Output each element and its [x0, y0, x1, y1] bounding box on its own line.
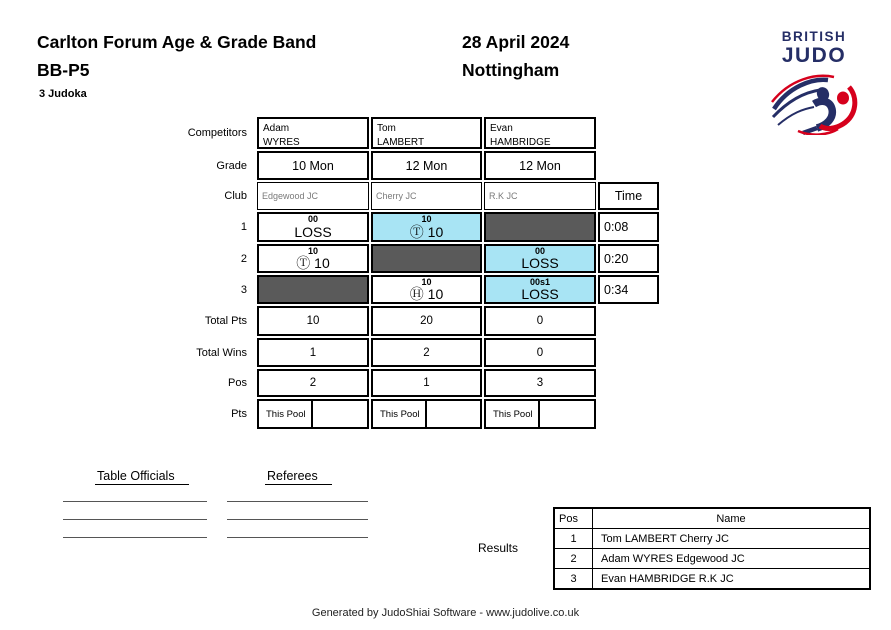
score-code: 00 — [534, 246, 545, 256]
match-3-blocked-cell — [257, 275, 369, 304]
signature-line — [227, 501, 368, 502]
competitor-last-name: HAMBRIDGE — [490, 136, 551, 148]
results-col-pos: Pos — [554, 508, 593, 529]
event-location: Nottingham — [462, 60, 560, 80]
score-result: LOSS — [521, 255, 559, 271]
pos-2: 1 — [371, 369, 482, 397]
score-code: 00s1 — [529, 277, 551, 287]
spacer — [598, 117, 659, 149]
competitor-last-name: WYRES — [263, 136, 300, 148]
generator-credit: Generated by JudoShiai Software - www.judolive.co.uk — [311, 607, 580, 619]
match-number-2: 2 — [240, 252, 247, 265]
match-number-3: 3 — [240, 283, 247, 296]
grade-value-2: 12 Mon — [371, 151, 482, 180]
row-label-grade: Grade — [216, 159, 247, 172]
page-title: Carlton Forum Age & Grade Band — [37, 32, 317, 52]
referees-heading: Referees — [265, 469, 332, 485]
row-label-total-pts: Total Pts — [204, 315, 247, 327]
pts-box-3 — [484, 399, 596, 429]
row-label-total-wins: Total Wins — [196, 346, 247, 359]
results-col-name: Name — [593, 508, 871, 529]
result-name: Tom LAMBERT Cherry JC — [593, 529, 871, 549]
score-result: Ⓣ 10 — [296, 255, 330, 271]
pos-3: 3 — [484, 369, 596, 397]
score-result: LOSS — [521, 286, 559, 302]
this-pool-label: This Pool — [259, 401, 313, 427]
british-judo-logo — [768, 30, 860, 140]
competitor-name-2 — [371, 117, 482, 149]
signature-line — [63, 519, 207, 520]
total-pts-2: 20 — [371, 306, 482, 336]
row-label-pts: Pts — [231, 408, 247, 420]
score-result: LOSS — [294, 224, 332, 240]
grade-value-3: 12 Mon — [484, 151, 596, 180]
spacer — [598, 399, 659, 429]
match-3-score-evan — [484, 275, 596, 304]
results-row — [554, 569, 870, 590]
results-table — [553, 507, 871, 590]
total-wins-2: 2 — [371, 338, 482, 367]
signature-line — [227, 537, 368, 538]
pts-empty-box — [427, 401, 481, 427]
signature-line — [227, 519, 368, 520]
this-pool-label: This Pool — [486, 401, 540, 427]
score-result: Ⓗ 10 — [409, 286, 444, 302]
row-label-competitors: Competitors — [187, 127, 247, 139]
pts-empty-box — [540, 401, 594, 427]
signature-line — [63, 537, 207, 538]
spacer — [598, 306, 659, 336]
signature-line — [63, 501, 207, 502]
pool-table — [187, 117, 659, 429]
pts-box-1 — [257, 399, 369, 429]
score-code: 00 — [307, 214, 318, 224]
competitor-first-name: Adam — [263, 123, 290, 134]
total-wins-3: 0 — [484, 338, 596, 367]
score-result: Ⓣ 10 — [409, 224, 444, 240]
score-code: 10 — [421, 277, 432, 287]
spacer — [598, 151, 659, 180]
match-2-score-adam — [257, 244, 369, 273]
score-code: 10 — [421, 214, 432, 224]
total-pts-1: 10 — [257, 306, 369, 336]
competitor-name-3 — [484, 117, 596, 149]
match-1-score-tom-winner — [371, 212, 482, 242]
result-name: Evan HAMBRIDGE R.K JC — [593, 569, 871, 590]
match-1-score-adam — [257, 212, 369, 242]
match-3-time: 0:34 — [598, 275, 659, 304]
match-2-blocked-cell — [371, 244, 482, 273]
pts-box-2 — [371, 399, 482, 429]
category-code: BB-P5 — [37, 60, 90, 80]
total-wins-1: 1 — [257, 338, 369, 367]
competitor-first-name: Tom — [377, 123, 396, 134]
table-officials-heading: Table Officials — [95, 469, 189, 485]
spacer — [598, 338, 659, 367]
match-2-score-evan — [484, 244, 596, 273]
club-value-1: Edgewood JC — [257, 182, 369, 210]
row-label-club: Club — [224, 190, 247, 202]
time-column-header: Time — [598, 182, 659, 210]
match-1-blocked-cell — [484, 212, 596, 242]
judoka-count: 3 Judoka — [39, 88, 87, 100]
spacer — [598, 369, 659, 397]
logo-text-british: BRITISH — [781, 29, 847, 44]
result-pos: 1 — [554, 529, 593, 549]
match-2-time: 0:20 — [598, 244, 659, 273]
results-row — [554, 549, 870, 569]
this-pool-label: This Pool — [373, 401, 427, 427]
results-row — [554, 529, 870, 549]
match-number-1: 1 — [240, 221, 247, 233]
competitor-last-name: LAMBERT — [377, 136, 425, 148]
competitor-first-name: Evan — [490, 123, 513, 134]
event-date: 28 April 2024 — [462, 32, 570, 52]
result-name: Adam WYRES Edgewood JC — [593, 549, 871, 569]
pts-empty-box — [313, 401, 367, 427]
judo-figure-icon — [770, 71, 858, 135]
club-value-2: Cherry JC — [371, 182, 482, 210]
grade-value-1: 10 Mon — [257, 151, 369, 180]
row-label-pos: Pos — [228, 377, 247, 389]
club-value-3: R.K JC — [484, 182, 596, 210]
result-pos: 2 — [554, 549, 593, 569]
results-header-row — [554, 508, 870, 529]
pos-1: 2 — [257, 369, 369, 397]
result-pos: 3 — [554, 569, 593, 590]
match-3-score-tom — [371, 275, 482, 304]
competitor-name-1 — [257, 117, 369, 149]
results-label: Results — [478, 541, 519, 555]
match-1-time: 0:08 — [598, 212, 659, 242]
total-pts-3: 0 — [484, 306, 596, 336]
score-code: 10 — [307, 246, 318, 256]
logo-text-judo: JUDO — [781, 43, 847, 67]
